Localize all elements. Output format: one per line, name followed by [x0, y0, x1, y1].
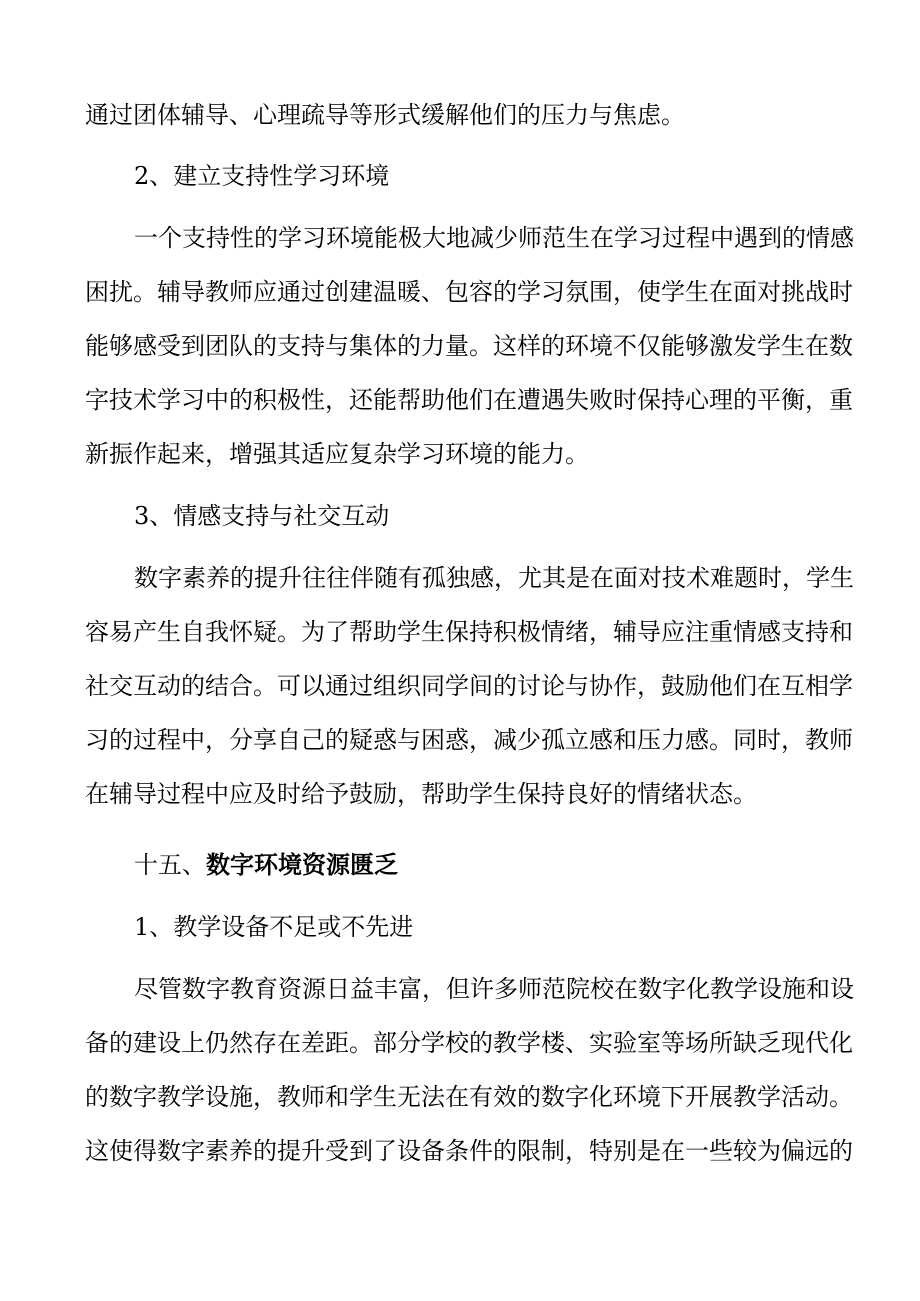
- paragraph-line: 的数字教学设施，教师和学生无法在有效的数字化环境下开展教学活动。: [85, 1083, 853, 1111]
- paragraph-line: 字技术学习中的积极性，还能帮助他们在遭遇失败时保持心理的平衡，重: [85, 386, 853, 414]
- paragraph-line: 新振作起来，增强其适应复杂学习环境的能力。: [85, 440, 589, 468]
- section-number: 十五、: [134, 851, 206, 879]
- paragraph-line: 习的过程中，分享自己的疑惑与困惑，减少孤立感和压力感。同时，教师: [85, 726, 853, 754]
- heading-2: 2、建立支持性学习环境: [134, 162, 390, 190]
- paragraph-line: 备的建设上仍然存在差距。部分学校的教学楼、实验室等场所缺乏现代化: [85, 1029, 853, 1057]
- paragraph-line: 社交互动的结合。可以通过组织同学间的讨论与协作，鼓励他们在互相学: [85, 672, 853, 700]
- paragraph-line: 尽管数字教育资源日益丰富，但许多师范院校在数字化教学设施和设: [134, 975, 854, 1003]
- heading-15-1: 1、教学设备不足或不先进: [134, 913, 414, 941]
- paragraph-line: 一个支持性的学习环境能极大地减少师范生在学习过程中遇到的情感: [134, 224, 854, 252]
- paragraph-line: 能够感受到团队的支持与集体的力量。这样的环境不仅能够激发学生在数: [85, 332, 853, 360]
- section-heading-15: [134, 849, 920, 881]
- paragraph-line: 容易产生自我怀疑。为了帮助学生保持积极情绪，辅导应注重情感支持和: [85, 618, 853, 646]
- paragraph-intro-line: 通过团体辅导、心理疏导等形式缓解他们的压力与焦虑。: [85, 101, 685, 129]
- paragraph-line: 在辅导过程中应及时给予鼓励，帮助学生保持良好的情绪状态。: [85, 780, 757, 808]
- section-title: 数字环境资源匮乏: [206, 850, 398, 879]
- paragraph-line: 困扰。辅导教师应通过创建温暖、包容的学习氛围，使学生在面对挑战时: [85, 278, 853, 306]
- paragraph-line: 这使得数字素养的提升受到了设备条件的限制，特别是在一些较为偏远的: [85, 1137, 853, 1165]
- paragraph-line: 数字素养的提升往往伴随有孤独感，尤其是在面对技术难题时，学生: [134, 564, 854, 592]
- heading-3: 3、情感支持与社交互动: [134, 502, 390, 530]
